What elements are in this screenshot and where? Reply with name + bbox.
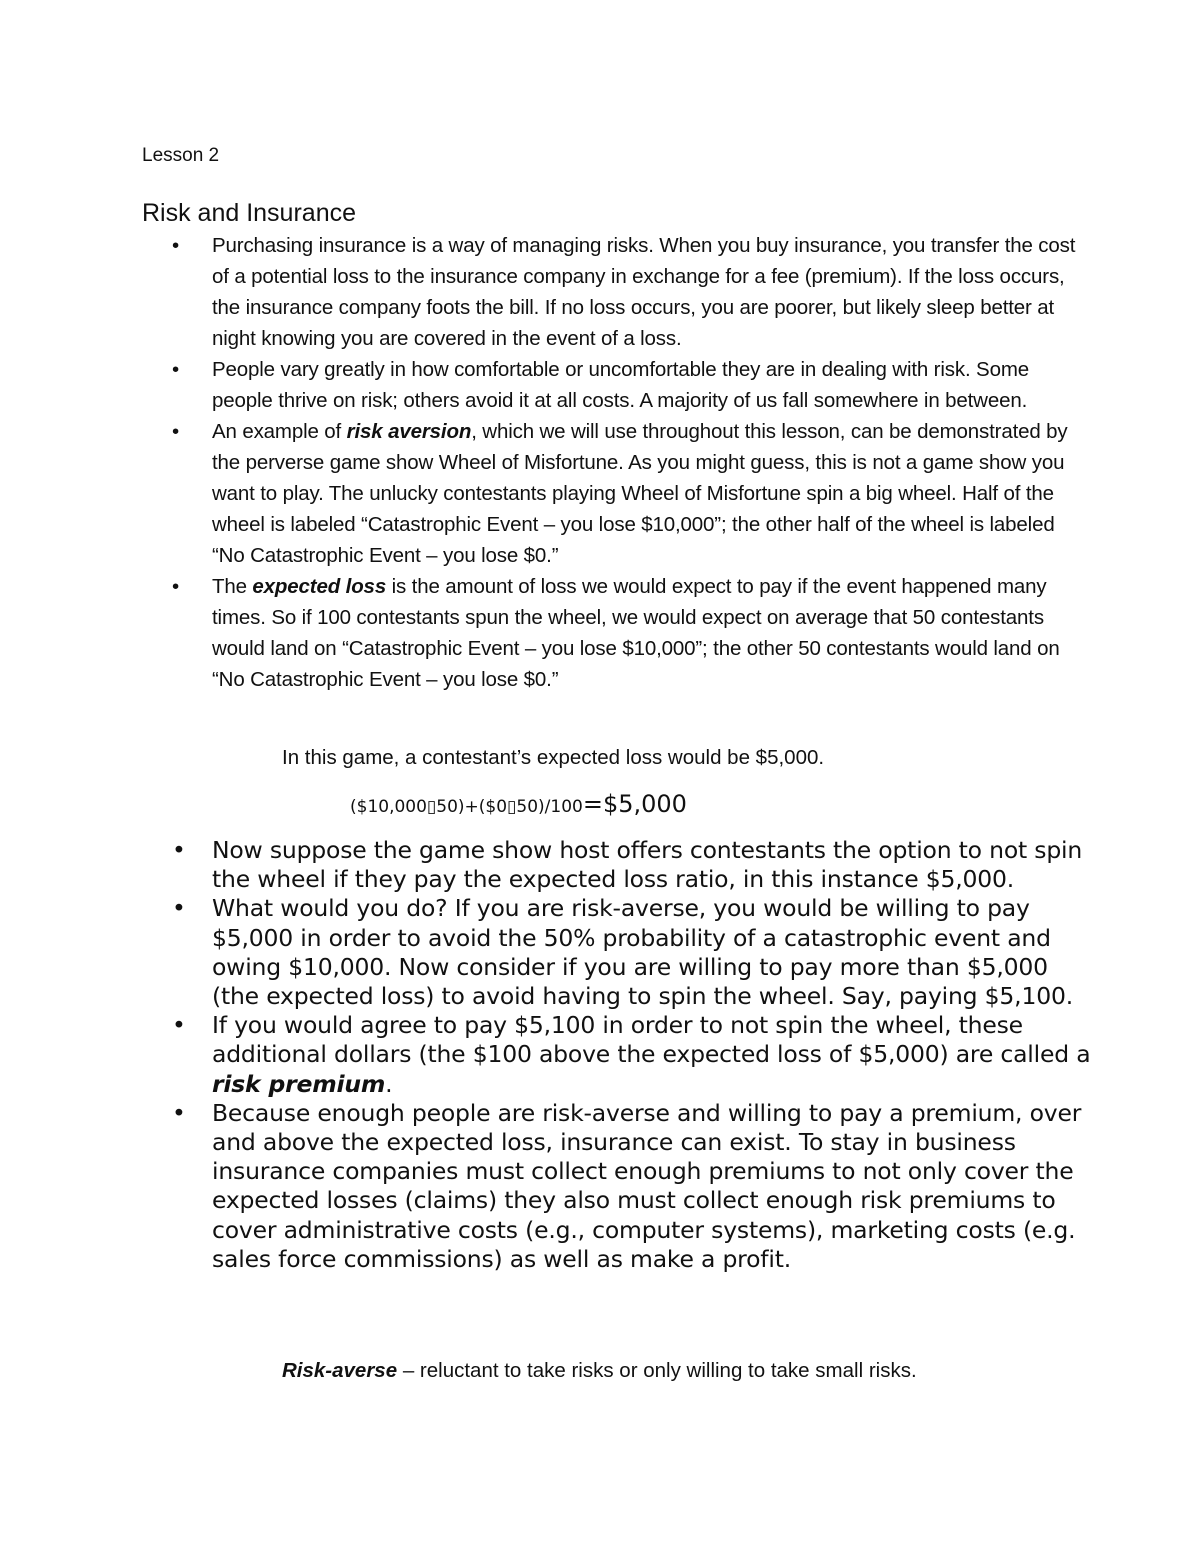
definition-text: – reluctant to take risks or only willing to take small risks. [397, 1359, 917, 1382]
formula-lhs: ($10,000▯50)+($0▯50)/100 [350, 797, 583, 817]
definition-risk-averse [282, 1355, 917, 1386]
bullet-icon: • [172, 836, 186, 864]
bullet-icon: • [172, 420, 180, 443]
formula-result: =$5,000 [582, 790, 687, 818]
bullet-icon: • [172, 894, 186, 923]
bullet-icon: • [172, 358, 180, 381]
term-risk-premium: risk premium [212, 1069, 386, 1098]
section-title: Risk and Insurance [142, 199, 357, 227]
term-risk-aversion: risk aversion [346, 420, 472, 443]
bullet-list-premium [0, 836, 1200, 1274]
bullet-text: What would you do? If you are risk-averse, you would be willing to pay $5,000 in order to avoid the 50% probability of a catastrophic event and owing $10,000. Now consider if you are willing to pay more than $5,000 (the expected loss) to avoid having to spin the wheel. Say, paying $5,100. [212, 894, 1073, 1011]
list-item [0, 354, 1200, 416]
bullet-text-after: . [385, 1069, 393, 1098]
bullet-icon: • [172, 234, 180, 257]
bullet-text-before: If you would agree to pay $5,100 in order to not spin the wheel, these additional dollars (the $100 above the expected loss of $5,000) are called a [212, 1011, 1091, 1069]
bullet-icon: • [172, 575, 180, 598]
bullet-text-after: , which we will use throughout this lesson, can be demonstrated by the perverse game show Wheel of Misfortune. As you might guess, this is not a game show you want to play. The unlucky contestants playing Wheel of Misfortune spin a big wheel. Half of the wheel is labeled “Catastrophic Event – you lose $10,000”; the other half of the wheel is labeled “No Catastrophic Event – you lose $0.” [212, 420, 1068, 567]
bullet-text-before: The [212, 575, 253, 598]
bullet-icon: • [172, 1011, 186, 1040]
bullet-text-after: is the amount of loss we would expect to pay if the event happened many times. So if 100 contestants spun the wheel, we would expect on average that 50 contestants would land on “Catastrophic Event – you lose $10,000”; the other 50 contestants would land on “No Catastrophic Event – you lose $0.” [212, 575, 1060, 691]
bullet-text-before: An example of [212, 420, 347, 443]
list-item [0, 836, 1200, 894]
list-item [0, 230, 1200, 354]
definition-term: Risk-averse [282, 1359, 398, 1382]
lesson-label: Lesson 2 [142, 145, 220, 166]
bullet-text: People vary greatly in how comfortable or uncomfortable they are in dealing with risk. Some people thrive on risk; others avoid it at all costs. A majority of us fall somewhere in between. [212, 358, 1030, 412]
list-item [0, 416, 1200, 571]
bullet-text: Now suppose the game show host offers contestants the option to not spin the wheel if they pay the expected loss ratio, in this instance $5,000. [212, 836, 1083, 894]
expected-loss-statement: In this game, a contestant’s expected loss would be $5,000. [282, 746, 825, 769]
expected-loss-formula [350, 788, 687, 823]
list-item [0, 894, 1200, 1011]
term-expected-loss: expected loss [252, 575, 387, 598]
list-item [0, 1099, 1200, 1274]
bullet-text: Because enough people are risk-averse and willing to pay a premium, over and above the expected loss, insurance can exist. To stay in business insurance companies must collect enough premiums to not only cover the expected losses (claims) they also must collect enough risk premiums to cover administrative costs (e.g., computer systems), marketing costs (e.g. sales force commissions) as well as make a profit. [212, 1098, 1082, 1273]
bullet-text: Purchasing insurance is a way of managing risks. When you buy insurance, you transfer the cost of a potential loss to the insurance company in exchange for a fee (premium). If the loss occurs, the insurance company foots the bill. If no loss occurs, you are poorer, but likely sleep better at night knowing you are covered in the event of a loss. [212, 234, 1076, 350]
bullet-icon: • [172, 1098, 186, 1127]
list-item [0, 1011, 1200, 1099]
list-item [0, 571, 1200, 695]
bullet-list-intro [0, 230, 1200, 695]
